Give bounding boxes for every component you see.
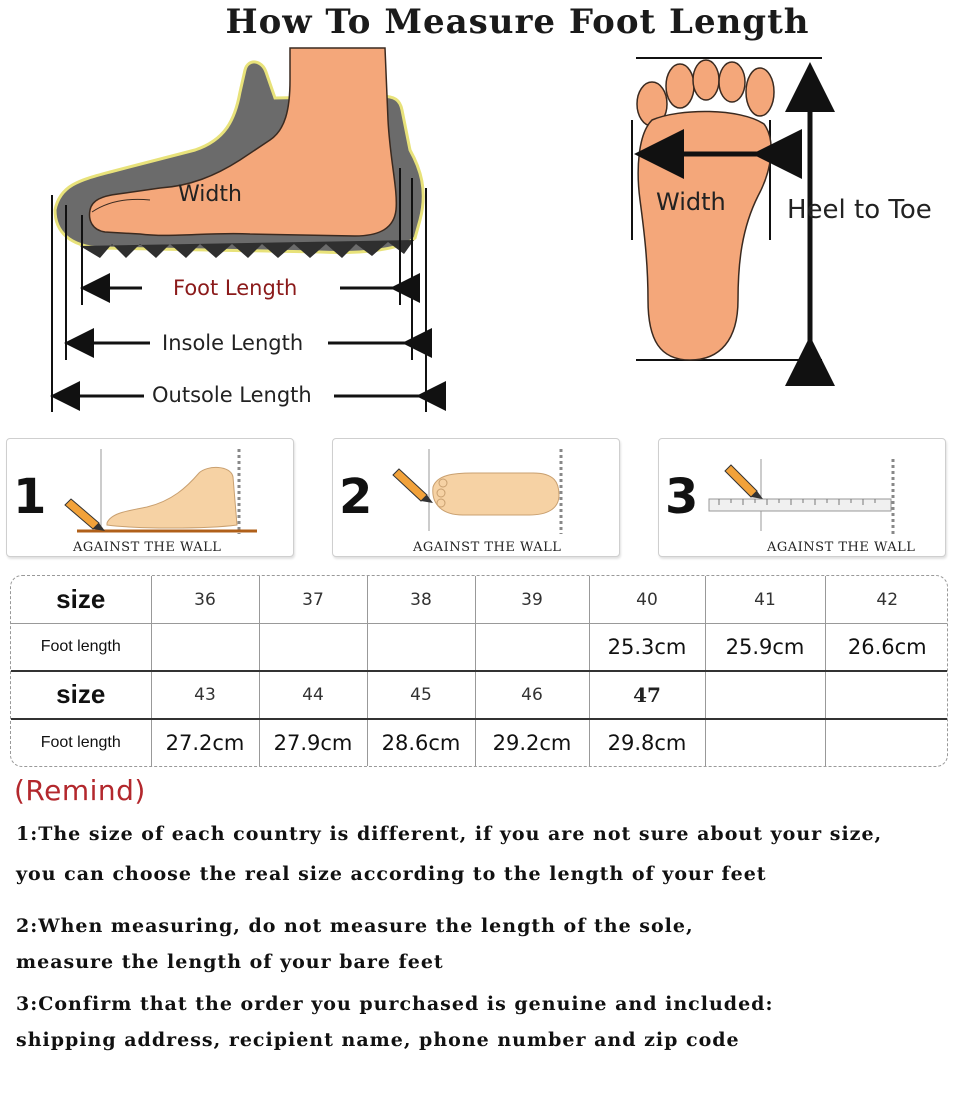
step-number: 3 <box>665 469 699 525</box>
length-cell: 29.8cm <box>589 719 705 767</box>
step-2-panel <box>332 438 620 557</box>
remind-line-1a: 1:The size of each country is different, if you are not sure about your size, <box>16 823 883 845</box>
size-cell: 38 <box>367 576 475 624</box>
size-cell: 39 <box>475 576 589 624</box>
table-row <box>11 624 948 672</box>
length-cell <box>367 624 475 672</box>
remind-line-3a: 3:Confirm that the order you purchased is genuine and included: <box>16 993 774 1015</box>
step-3-illustration <box>659 439 945 556</box>
size-cell <box>705 671 825 719</box>
size-cell: 47 <box>589 671 705 719</box>
length-cell: 27.2cm <box>151 719 259 767</box>
sole-width-label: Width <box>656 188 726 216</box>
foot-length-label: Foot Length <box>173 276 298 300</box>
row-header-foot-length: Foot length <box>40 733 121 751</box>
step-number: 1 <box>13 469 47 525</box>
size-cell: 40 <box>589 576 705 624</box>
insole-length-label: Insole Length <box>162 331 304 355</box>
length-cell <box>151 624 259 672</box>
remind-heading: (Remind) <box>14 774 146 807</box>
length-cell: 28.6cm <box>367 719 475 767</box>
remind-line-1b: you can choose the real size according to the length of your feet <box>16 863 767 885</box>
step-3-caption: AGAINST THE WALL <box>767 540 916 555</box>
length-cell <box>705 719 825 767</box>
size-cell: 45 <box>367 671 475 719</box>
size-cell: 41 <box>705 576 825 624</box>
remind-line-2a: 2:When measuring, do not measure the length of the sole, <box>16 915 694 937</box>
length-cell: 27.9cm <box>259 719 367 767</box>
side-width-label: Width <box>178 182 242 207</box>
length-cell: 25.9cm <box>705 624 825 672</box>
heel-to-toe-label: Heel to Toe <box>787 195 932 225</box>
size-cell <box>825 671 948 719</box>
length-cell <box>475 624 589 672</box>
step-3-panel <box>658 438 946 557</box>
step-1-panel <box>6 438 294 557</box>
outsole-length-label: Outsole Length <box>152 383 312 407</box>
remind-line-2b: measure the length of your bare feet <box>16 951 444 973</box>
size-chart-table <box>10 575 948 767</box>
step-2-illustration <box>333 439 619 556</box>
table-row <box>11 576 948 624</box>
row-header-size: size <box>56 679 106 710</box>
size-cell: 44 <box>259 671 367 719</box>
row-header-size: size <box>56 584 106 614</box>
size-cell: 36 <box>151 576 259 624</box>
remind-line-3b: shipping address, recipient name, phone number and zip code <box>16 1029 740 1051</box>
step-1-illustration <box>7 439 293 556</box>
step-number: 2 <box>339 469 373 525</box>
length-cell <box>825 719 948 767</box>
page-title: How To Measure Foot Length <box>225 2 810 42</box>
length-cell <box>259 624 367 672</box>
size-cell: 42 <box>825 576 948 624</box>
length-cell: 26.6cm <box>825 624 948 672</box>
size-cell: 46 <box>475 671 589 719</box>
length-cell: 25.3cm <box>589 624 705 672</box>
step-1-caption: AGAINST THE WALL <box>73 540 222 555</box>
length-cell: 29.2cm <box>475 719 589 767</box>
step-2-caption: AGAINST THE WALL <box>413 540 562 555</box>
size-cell: 37 <box>259 576 367 624</box>
table-row <box>11 719 948 767</box>
size-cell: 43 <box>151 671 259 719</box>
table-row <box>11 671 948 719</box>
row-header-foot-length: Foot length <box>40 638 121 655</box>
